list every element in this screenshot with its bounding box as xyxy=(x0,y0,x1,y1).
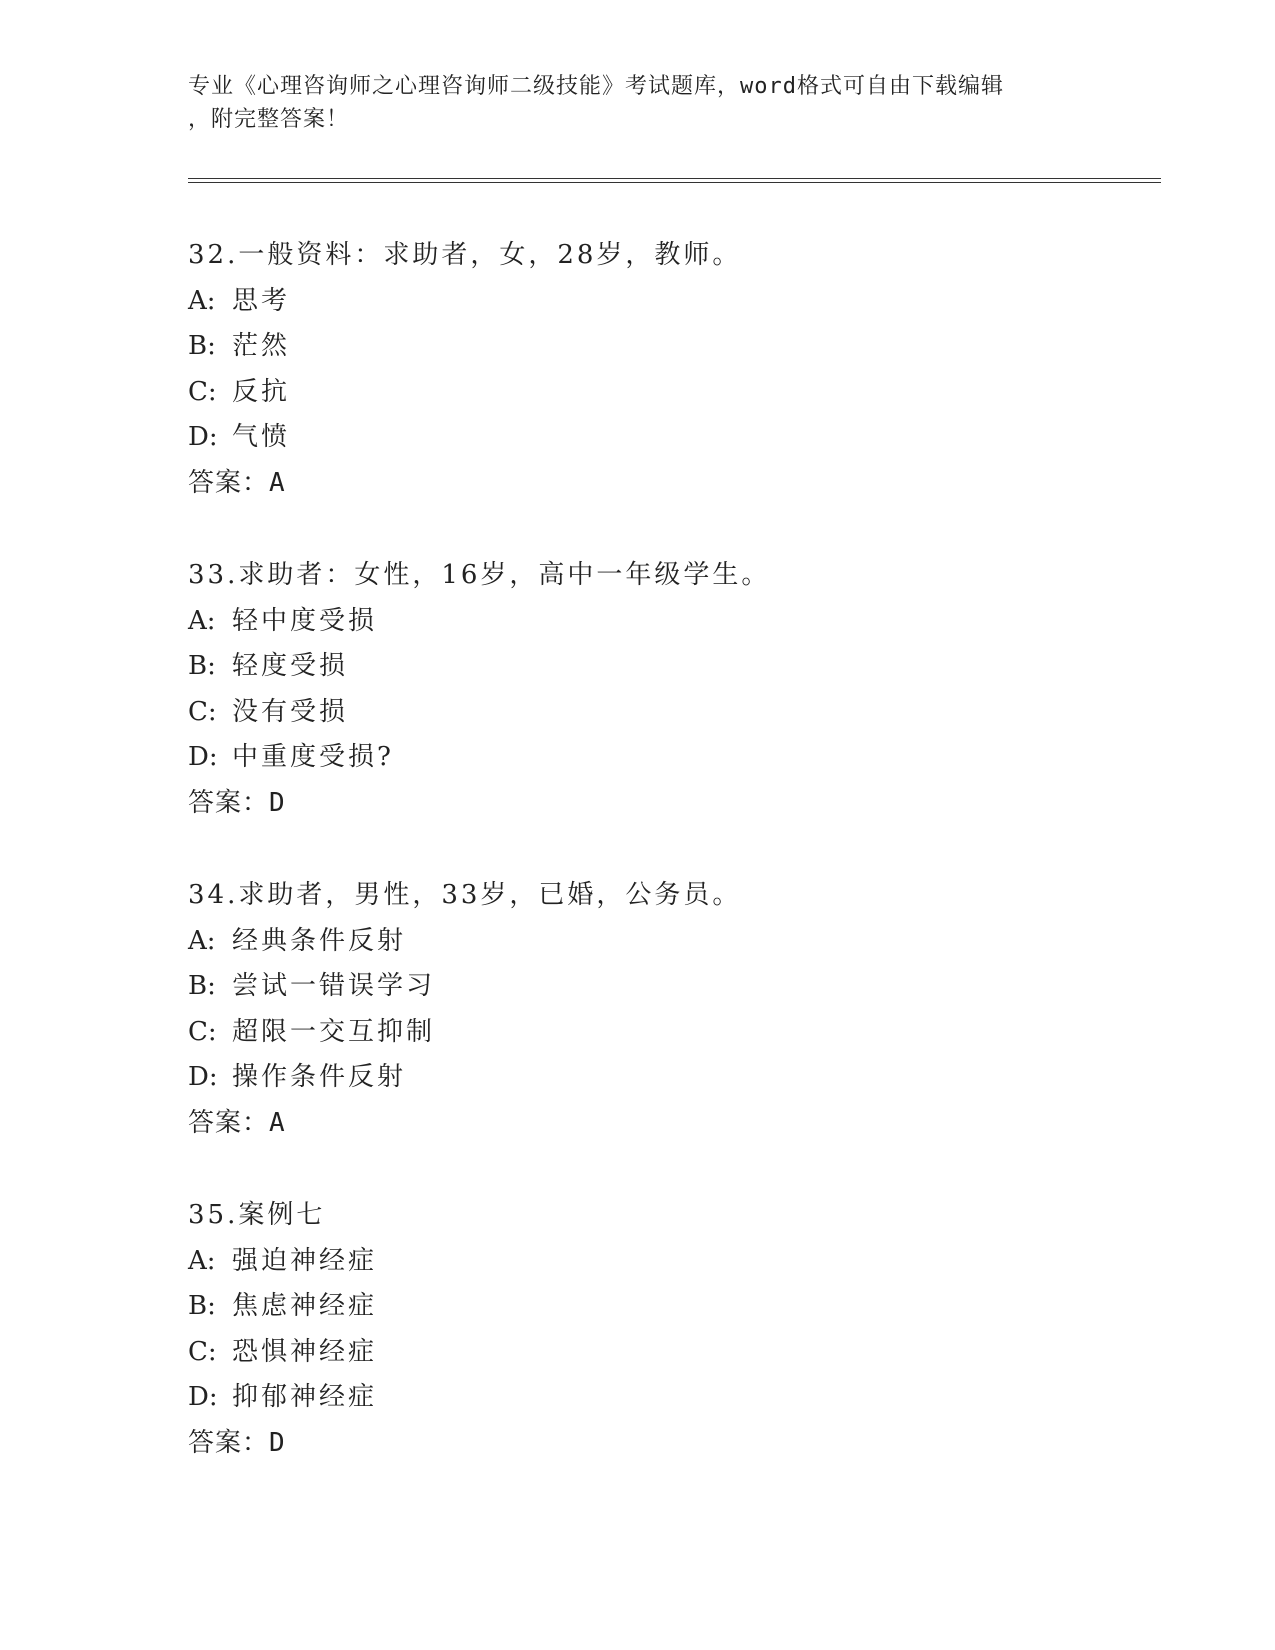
option-text: 没有受损 xyxy=(232,696,349,727)
header-divider xyxy=(188,178,1161,183)
option-text: 恐惧神经症 xyxy=(232,1336,378,1367)
answer-value: A xyxy=(269,467,286,498)
option-text: 气愤 xyxy=(232,422,291,452)
option-key: C: xyxy=(188,1336,217,1367)
option-key: A: xyxy=(188,925,216,956)
option-a xyxy=(188,919,1148,965)
option-key: D: xyxy=(188,742,218,772)
question-list xyxy=(188,233,1148,1513)
option-key: B: xyxy=(188,651,216,681)
option-key: D: xyxy=(188,1382,218,1412)
option-key: A: xyxy=(188,285,216,316)
option-text: 思考 xyxy=(232,285,291,316)
option-b xyxy=(188,644,1148,690)
option-text: 中重度受损? xyxy=(232,742,394,772)
question-stem: 35.案例七 xyxy=(188,1200,326,1230)
option-c xyxy=(188,690,1148,736)
option-text: 轻中度受损 xyxy=(232,605,378,636)
header-text-1c: 格式可自由下载编辑 xyxy=(797,74,1005,99)
answer-label: 答案： xyxy=(188,467,270,498)
question-34 xyxy=(188,873,1148,1193)
answer-label: 答案： xyxy=(188,787,270,818)
header-line-2: ，附完整答案！ xyxy=(188,107,350,132)
option-key: D: xyxy=(188,1062,218,1092)
option-key: C: xyxy=(188,696,217,727)
answer-line xyxy=(188,1101,1148,1147)
option-b xyxy=(188,1284,1148,1330)
option-a xyxy=(188,599,1148,645)
option-b xyxy=(188,324,1148,370)
answer-label: 答案： xyxy=(188,1427,270,1458)
header-text-1b: word xyxy=(740,74,797,99)
document-header xyxy=(188,70,1088,136)
option-text: 抑郁神经症 xyxy=(232,1382,378,1412)
question-32 xyxy=(188,233,1148,553)
option-b xyxy=(188,964,1148,1010)
option-key: B: xyxy=(188,971,216,1001)
answer-line xyxy=(188,461,1148,507)
option-c xyxy=(188,1010,1148,1056)
option-text: 尝试一错误学习 xyxy=(232,971,436,1001)
option-d xyxy=(188,735,1148,781)
option-d xyxy=(188,1055,1148,1101)
answer-value: D xyxy=(269,1427,286,1458)
option-key: B: xyxy=(188,1291,216,1321)
question-stem: 33.求助者：女性，16岁，高中一年级学生。 xyxy=(188,560,771,590)
option-c xyxy=(188,370,1148,416)
answer-label: 答案： xyxy=(188,1107,270,1138)
option-key: B: xyxy=(188,331,216,361)
option-text: 强迫神经症 xyxy=(232,1245,378,1276)
option-key: A: xyxy=(188,605,216,636)
option-text: 超限一交互抑制 xyxy=(232,1016,436,1047)
option-key: C: xyxy=(188,376,217,407)
question-35 xyxy=(188,1193,1148,1513)
option-key: A: xyxy=(188,1245,216,1276)
option-text: 经典条件反射 xyxy=(232,925,407,956)
header-text-1a: 专业《心理咨询师之心理咨询师二级技能》考试题库， xyxy=(188,74,741,99)
option-text: 轻度受损 xyxy=(232,651,349,681)
question-stem: 34.求助者，男性，33岁，已婚，公务员。 xyxy=(188,880,742,910)
question-33 xyxy=(188,553,1148,873)
question-stem: 32.一般资料：求助者，女，28岁，教师。 xyxy=(188,240,742,270)
option-text: 茫然 xyxy=(232,331,291,361)
option-a xyxy=(188,1239,1148,1285)
option-key: C: xyxy=(188,1016,217,1047)
option-d xyxy=(188,1375,1148,1421)
header-line-1 xyxy=(188,70,1088,103)
answer-value: D xyxy=(269,787,286,818)
answer-line xyxy=(188,781,1148,827)
option-text: 操作条件反射 xyxy=(232,1062,407,1092)
option-key: D: xyxy=(188,422,218,452)
option-text: 焦虑神经症 xyxy=(232,1291,378,1321)
option-d xyxy=(188,415,1148,461)
option-c xyxy=(188,1330,1148,1376)
answer-line xyxy=(188,1421,1148,1467)
option-text: 反抗 xyxy=(232,376,291,407)
option-a xyxy=(188,279,1148,325)
answer-value: A xyxy=(269,1107,286,1138)
